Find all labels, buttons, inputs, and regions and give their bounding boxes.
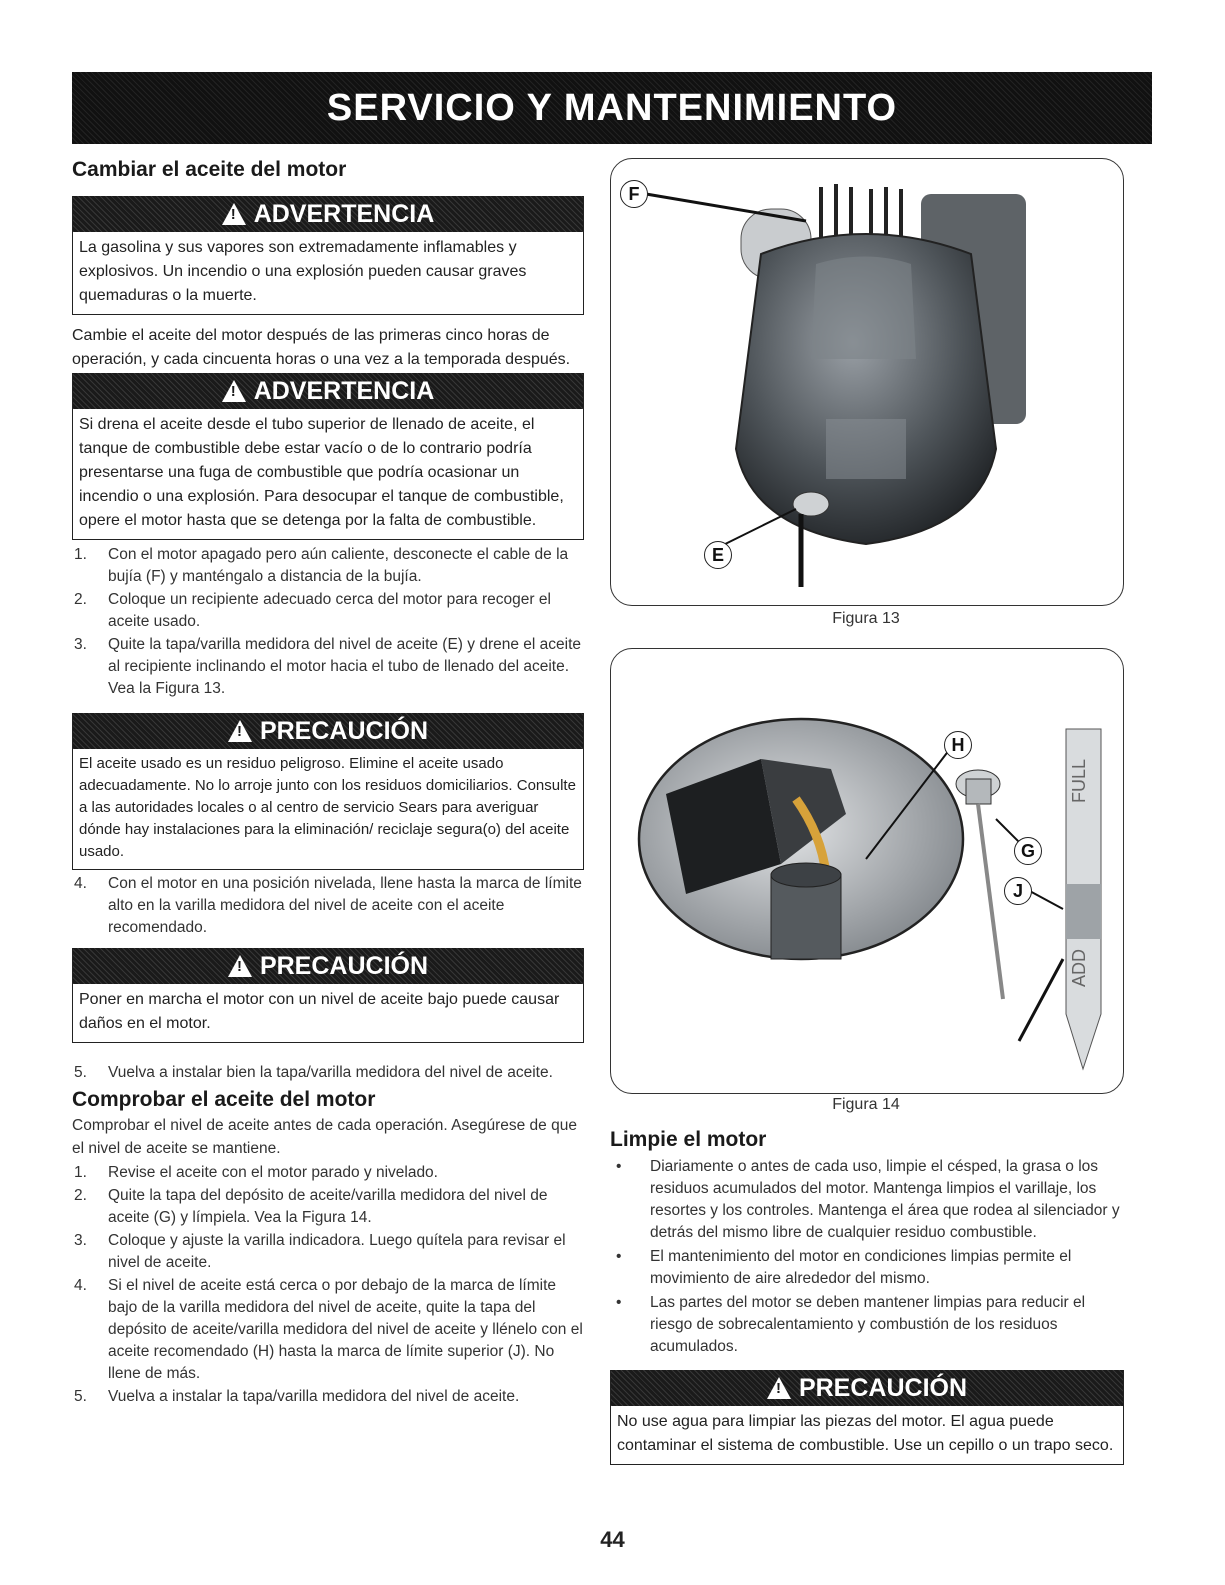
- list-item: 5. Vuelva a instalar bien la tapa/varilla medidora del nivel de aceite.: [74, 1064, 553, 1081]
- callout-j: J: [1004, 877, 1032, 905]
- list-item: 2. Coloque un recipiente adecuado cerca del motor para recoger el aceite usado.: [74, 591, 551, 630]
- warning-box-1: [72, 196, 584, 315]
- caution-heading: PRECAUCIÓN: [259, 951, 429, 980]
- engine-illustration: [611, 159, 1123, 605]
- warning-heading: ADVERTENCIA: [253, 199, 435, 228]
- paragraph-check-oil: Comprobar el nivel de aceite antes de cada operación. Asegúrese de que el nivel de aceite se mantiene.: [72, 1117, 577, 1157]
- dipstick-illustration: [611, 649, 1123, 1093]
- list-item: 4. Con el motor en una posición nivelada, llene hasta la marca de límite alto en la varilla medidora del nivel de aceite con el aceite recomendado.: [74, 875, 582, 936]
- steps-list-1: [74, 544, 586, 701]
- section-title-change-oil: Cambiar el aceite del motor: [72, 158, 347, 181]
- warning-heading: ADVERTENCIA: [253, 376, 435, 405]
- caution-text: El aceite usado es un residuo peligroso. Elimine el aceite usado adecuadamente. No lo arroje junto con los residuos domiciliarios. Consulte a las autoridades locales o al centro de servicio Sears para averiguar dónde hay instalaciones para la eliminación/ reciclaje segura(o) del aceite usado.: [79, 755, 576, 860]
- section-title-check-oil: Comprobar el aceite del motor: [72, 1088, 376, 1111]
- warning-box-2: [72, 373, 584, 540]
- caution-text: No use agua para limpiar las piezas del motor. El agua puede contaminar el sistema de combustible. Use un cepillo o un trapo seco.: [617, 1413, 1114, 1454]
- caution-heading: PRECAUCIÓN: [798, 1373, 968, 1402]
- list-item: • El mantenimiento del motor en condiciones limpias permite el movimiento de aire alrededor del mismo.: [616, 1248, 1072, 1287]
- section-title-clean-engine: Limpie el motor: [610, 1128, 767, 1151]
- list-item: 1. Revise el aceite con el motor parado y nivelado.: [74, 1164, 438, 1181]
- dipstick-add-mark: ADD: [1069, 949, 1089, 988]
- warning-triangle-icon: [767, 1377, 791, 1399]
- page-number: 44: [600, 1527, 625, 1552]
- dipstick-full-mark: FULL: [1069, 759, 1089, 804]
- callout-f: F: [620, 180, 648, 208]
- caution-box-3: [610, 1370, 1124, 1465]
- steps-list-3: [74, 1062, 586, 1085]
- list-item: • Diariamente o antes de cada uso, limpie el césped, la grasa o los residuos acumulados del motor. Mantenga limpios el varillaje, los resortes y los controles. Mantenga el área que rodea al silenciador y detrás del mismo libre de cualquier residuo combustible.: [616, 1158, 1120, 1241]
- steps-list-4: [74, 1162, 586, 1409]
- callout-e: E: [704, 541, 732, 569]
- section-banner: SERVICIO Y MANTENIMIENTO: [72, 72, 1152, 144]
- list-item: 2. Quite la tapa del depósito de aceite/varilla medidora del nivel de aceite (G) y límpiela. Vea la Figura 14.: [74, 1187, 548, 1226]
- list-item: 1. Con el motor apagado pero aún caliente, desconecte el cable de la bujía (F) y manténgalo a distancia de la bujía.: [74, 546, 569, 585]
- figure-14-caption: Figura 14: [832, 1096, 900, 1113]
- clean-engine-bullets: [610, 1156, 1122, 1360]
- warning-triangle-icon: [228, 720, 252, 742]
- warning-triangle-icon: [222, 203, 246, 225]
- steps-list-2: [74, 873, 586, 940]
- list-item: 3. Quite la tapa/varilla medidora del nivel de aceite (E) y drene el aceite al recipiente inclinando el motor hacia el tubo de llenado del aceite. Vea la Figura 13.: [74, 636, 582, 697]
- warning-text: La gasolina y sus vapores son extremadamente inflamables y explosivos. Un incendio o una explosión pueden causar graves quemaduras o la muerte.: [79, 239, 527, 304]
- list-item: 4. Si el nivel de aceite está cerca o por debajo de la marca de límite bajo de la varilla medidora del nivel de aceite, quite la tapa del depósito de aceite/varilla medidora del nivel de aceite y llénelo con el aceite recomendado (H) hasta la marca de límite superior (J). No llene de más.: [74, 1277, 583, 1382]
- warning-triangle-icon: [228, 955, 252, 977]
- figure-13-caption: Figura 13: [832, 610, 900, 627]
- paragraph-oil-interval: Cambie el aceite del motor después de las primeras cinco horas de operación, y cada cincuenta horas o una vez a la temporada después.: [72, 327, 571, 368]
- callout-h: H: [944, 731, 972, 759]
- callout-g: G: [1014, 837, 1042, 865]
- caution-box-1: [72, 713, 584, 870]
- list-item: 5. Vuelva a instalar la tapa/varilla medidora del nivel de aceite.: [74, 1388, 520, 1405]
- list-item: • Las partes del motor se deben mantener limpias para reducir el riesgo de sobrecalentamiento y combustión de los residuos acumulados.: [616, 1294, 1086, 1355]
- figure-14-dipstick: [610, 648, 1124, 1094]
- list-item: 3. Coloque y ajuste la varilla indicadora. Luego quítela para revisar el nivel de aceite.: [74, 1232, 566, 1271]
- warning-triangle-icon: [222, 380, 246, 402]
- figure-13-engine: [610, 158, 1124, 606]
- caution-box-2: [72, 948, 584, 1043]
- caution-heading: PRECAUCIÓN: [259, 716, 429, 745]
- warning-text: Si drena el aceite desde el tubo superior de llenado de aceite, el tanque de combustible debe estar vacío o de lo contrario podría presentarse una fuga de combustible que podría ocasionar un incendio o una explosión. Para desocupar el tanque de combustible, opere el motor hasta que se detenga por la falta de combustible.: [79, 416, 564, 529]
- caution-text: Poner en marcha el motor con un nivel de aceite bajo puede causar daños en el motor.: [79, 991, 560, 1032]
